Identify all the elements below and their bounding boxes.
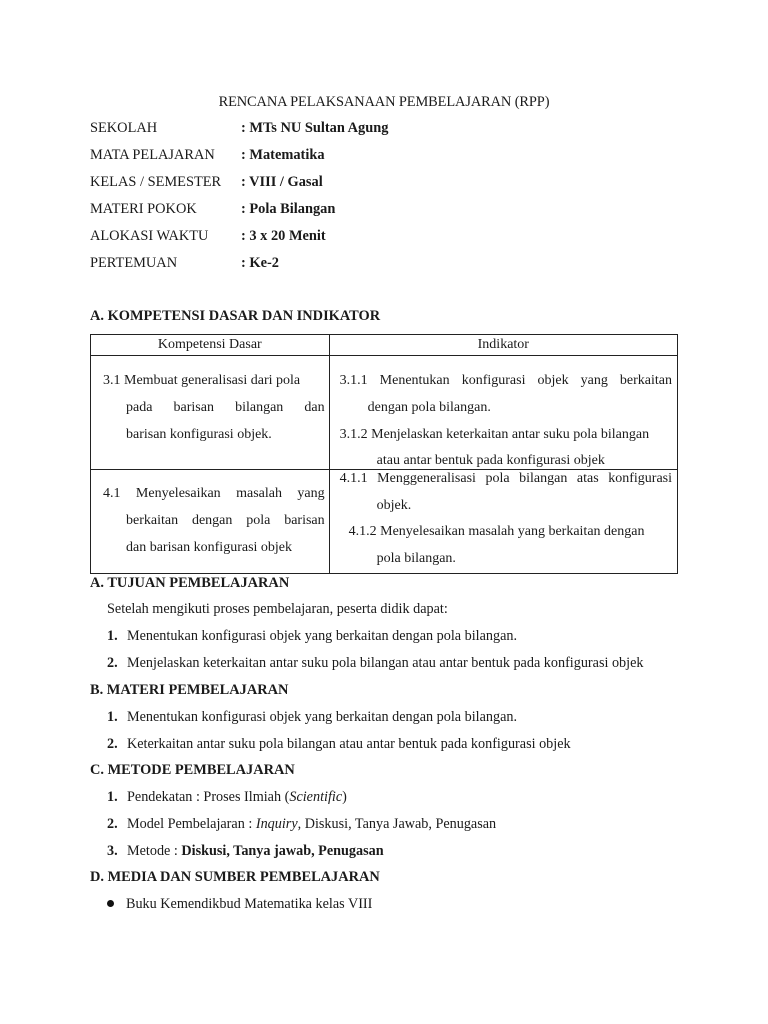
item-text: Menentukan konfigurasi objek yang berkaitan dengan pola bilangan. <box>127 628 518 644</box>
meta-label: KELAS / SEMESTER <box>90 174 222 190</box>
bullet-icon <box>107 900 114 907</box>
cell-line: 4.1.2 Menyelesaikan masalah yang berkaitan dengan <box>348 524 645 539</box>
item-text-italic: Inquiry <box>255 816 298 832</box>
section-heading-metode: C. METODE PEMBELAJARAN <box>90 762 295 778</box>
list-item <box>107 709 517 726</box>
cell-line: 4.1 Menyelesaikan masalah yang <box>103 486 325 501</box>
item-text: , Diskusi, Tanya Jawab, Penugasan <box>297 816 497 832</box>
meta-value: : MTs NU Sultan Agung <box>241 120 389 136</box>
cell-line: berkaitan dengan pola barisan <box>126 513 325 528</box>
bullet-item <box>107 896 372 913</box>
item-text: Pendekatan : Proses Ilmiah ( <box>127 789 290 805</box>
item-text-bold: Diskusi, Tanya jawab, Penugasan <box>181 843 384 859</box>
item-text: Keterkaitan antar suku pola bilangan atau antar bentuk pada konfigurasi objek <box>127 736 571 752</box>
cell-text: 3.1 Membuat generalisasi dari pola <box>103 373 301 388</box>
section-heading-kompetensi: A. KOMPETENSI DASAR DAN INDIKATOR <box>90 308 381 324</box>
document-title: RENCANA PELAKSANAAN PEMBELAJARAN (RPP) <box>218 94 550 110</box>
table-header-kd: Kompetensi Dasar <box>91 335 330 356</box>
item-text: ) <box>342 789 347 805</box>
item-number: 1. <box>107 789 118 805</box>
list-item <box>107 736 571 753</box>
tujuan-intro: Setelah mengikuti proses pembelajaran, peserta didik dapat: <box>107 601 448 617</box>
table-cell-kd <box>91 356 330 470</box>
meta-value: : Pola Bilangan <box>241 201 336 217</box>
section-heading-materi: B. MATERI PEMBELAJARAN <box>90 682 289 698</box>
meta-label: MATERI POKOK <box>90 201 197 217</box>
item-text-italic: Scientific <box>289 789 343 805</box>
list-item <box>107 843 384 860</box>
item-text: Menentukan konfigurasi objek yang berkaitan dengan pola bilangan. <box>127 709 518 725</box>
cell-line: 3.1.1 Menentukan konfigurasi objek yang berkaitan <box>339 373 672 388</box>
item-number: 2. <box>107 816 118 832</box>
table-row <box>91 356 678 470</box>
table-header-row <box>91 335 678 356</box>
cell-line: 4.1.1 Menggeneralisasi pola bilangan atas konfigurasi <box>339 471 672 486</box>
table-row <box>91 470 678 574</box>
list-item <box>107 655 643 672</box>
item-text: Menjelaskan keterkaitan antar suku pola bilangan atau antar bentuk pada konfigurasi objek <box>127 655 644 671</box>
meta-label: SEKOLAH <box>90 120 158 136</box>
item-number: 1. <box>107 709 118 725</box>
item-number: 3. <box>107 843 118 859</box>
cell-line: objek. <box>376 498 412 513</box>
list-item <box>107 816 496 833</box>
meta-value: : Ke-2 <box>241 255 279 271</box>
table-header-indikator: Indikator <box>329 335 677 356</box>
meta-value: : VIII / Gasal <box>241 174 323 190</box>
item-text: Metode : <box>127 843 182 859</box>
section-heading-tujuan: A. TUJUAN PEMBELAJARAN <box>90 575 290 591</box>
cell-line: atau antar bentuk pada konfigurasi objek <box>376 453 605 468</box>
table-cell-kd <box>91 470 330 574</box>
table-cell-indikator <box>329 470 677 574</box>
item-text: Buku Kemendikbud Matematika kelas VIII <box>126 896 373 912</box>
meta-value: : Matematika <box>241 147 325 163</box>
list-item <box>107 628 517 645</box>
cell-line: barisan konfigurasi objek. <box>126 427 272 442</box>
section-heading-media: D. MEDIA DAN SUMBER PEMBELAJARAN <box>90 869 380 885</box>
cell-line <box>103 373 325 389</box>
item-number: 2. <box>107 655 118 671</box>
meta-label: ALOKASI WAKTU <box>90 228 209 244</box>
list-item <box>107 789 347 806</box>
cell-line: dengan pola bilangan. <box>367 400 491 415</box>
meta-label: MATA PELAJARAN <box>90 147 215 163</box>
meta-value: : 3 x 20 Menit <box>241 228 326 244</box>
cell-line: pada barisan bilangan dan <box>126 400 325 415</box>
table-cell-indikator <box>329 356 677 470</box>
item-number: 2. <box>107 736 118 752</box>
item-number: 1. <box>107 628 118 644</box>
cell-line: dan barisan konfigurasi objek <box>126 540 293 555</box>
cell-line: 3.1.2 Menjelaskan keterkaitan antar suku pola bilangan <box>339 427 650 442</box>
meta-label: PERTEMUAN <box>90 255 178 271</box>
item-text: Model Pembelajaran : <box>127 816 256 832</box>
cell-line: pola bilangan. <box>376 551 456 566</box>
competency-table <box>90 334 678 574</box>
